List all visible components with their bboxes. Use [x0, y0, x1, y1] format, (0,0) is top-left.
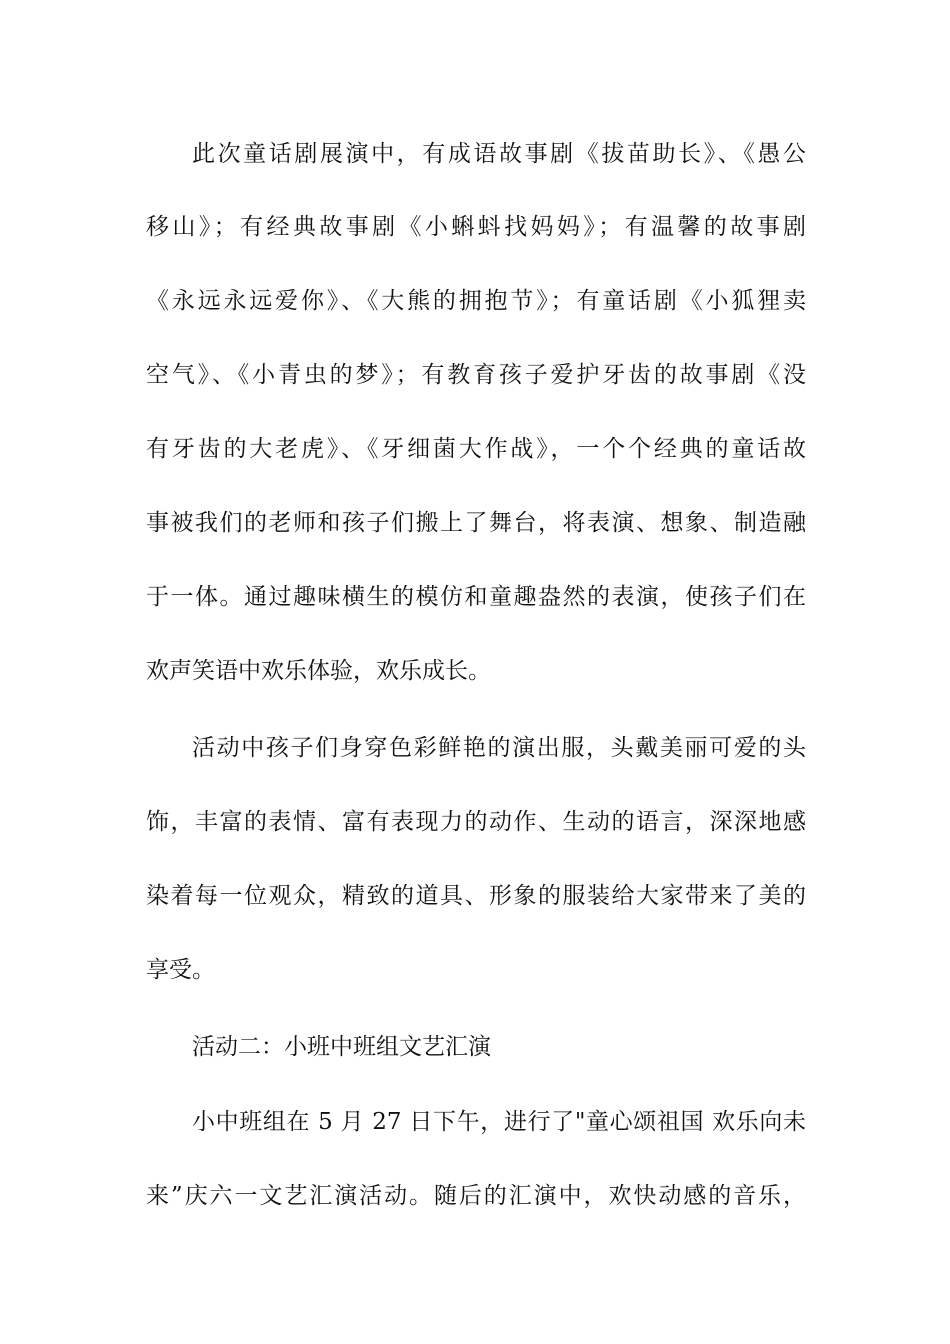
paragraph-1-line-6: 事被我们的老师和孩子们搬上了舞台，将表演、想象、制造融 — [146, 510, 806, 536]
paragraph-1-line-4: 空气》、《小青虫的梦》；有教育孩子爱护牙齿的故事剧《没 — [146, 362, 806, 388]
paragraph-2-line-1: 活动中孩子们身穿色彩鲜艳的演出服，头戴美丽可爱的头 — [192, 735, 806, 761]
paragraph-3-line-1: 小中班组在 5 月 27 日下午，进行了"童心颂祖国 欢乐向未 — [192, 1109, 806, 1135]
paragraph-2-line-4: 享受。 — [146, 957, 215, 983]
paragraph-3-line-2: 来”庆六一文艺汇演活动。随后的汇演中，欢快动感的音乐， — [146, 1183, 806, 1209]
paragraph-1-line-2: 移山》；有经典故事剧《小蝌蚪找妈妈》；有温馨的故事剧 — [146, 214, 806, 240]
paragraph-1-line-3: 《永远永远爱你》、《大熊的拥抱节》；有童话剧《小狐狸卖 — [146, 288, 806, 314]
paragraph-1-line-7: 于一体。通过趣味横生的模仿和童趣盎然的表演，使孩子们在 — [146, 584, 806, 610]
paragraph-1-line-5: 有牙齿的大老虎》、《牙细菌大作战》，一个个经典的童话故 — [146, 436, 806, 462]
paragraph-2-line-2: 饰，丰富的表情、富有表现力的动作、生动的语言，深深地感 — [146, 809, 806, 835]
paragraph-2-line-3: 染着每一位观众，精致的道具、形象的服装给大家带来了美的 — [146, 883, 806, 909]
paragraph-1-line-1: 此次童话剧展演中，有成语故事剧《拔苗助长》、《愚公 — [192, 141, 806, 167]
section-heading-activity-two: 活动二：小班中班组文艺汇演 — [192, 1034, 491, 1060]
paragraph-1-line-8: 欢声笑语中欢乐体验，欢乐成长。 — [146, 658, 491, 684]
